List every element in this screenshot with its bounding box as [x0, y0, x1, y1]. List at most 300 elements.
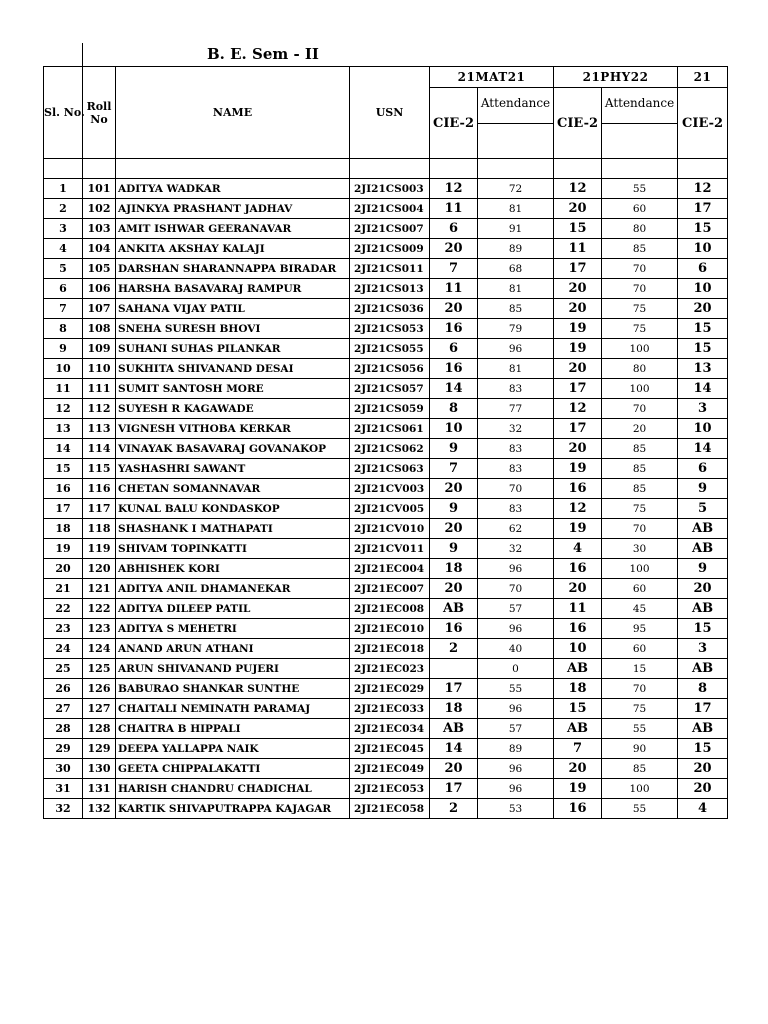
mat-attendance-cell: 32 — [478, 539, 554, 559]
student-name-cell: CHETAN SOMANNAVAR — [116, 479, 350, 499]
phy-attendance-cell: 15 — [602, 659, 678, 679]
usn-cell: 2JI21EC049 — [350, 759, 430, 779]
next-subject-cie-cell: 17 — [678, 699, 728, 719]
header-phy-attendance — [602, 88, 678, 159]
mat-cie-cell: 11 — [430, 199, 478, 219]
phy-cie-cell: 20 — [554, 299, 602, 319]
table-body — [44, 159, 728, 819]
next-subject-cie-cell: 13 — [678, 359, 728, 379]
next-subject-cie-cell: 6 — [678, 259, 728, 279]
usn-cell: 2JI21CS055 — [350, 339, 430, 359]
mat-cie-cell: 18 — [430, 699, 478, 719]
sl-no-cell: 17 — [44, 499, 83, 519]
phy-attendance-cell: 70 — [602, 279, 678, 299]
phy-cie-cell: 17 — [554, 259, 602, 279]
mat-cie-cell: 16 — [430, 319, 478, 339]
table-row — [44, 399, 728, 419]
mat-attendance-cell: 91 — [478, 219, 554, 239]
phy-cie-cell: 12 — [554, 179, 602, 199]
header-phy-attendance-label: Attendance — [604, 96, 675, 110]
student-name-cell: HARSHA BASAVARAJ RAMPUR — [116, 279, 350, 299]
phy-cie-cell: 20 — [554, 199, 602, 219]
marks-sheet — [43, 43, 768, 816]
student-name-cell: ABHISHEK KORI — [116, 559, 350, 579]
phy-cie-cell: 11 — [554, 599, 602, 619]
student-name-cell: VIGNESH VITHOBA KERKAR — [116, 419, 350, 439]
phy-attendance-cell: 70 — [602, 679, 678, 699]
next-subject-cie-cell: 14 — [678, 379, 728, 399]
roll-no-cell: 128 — [83, 719, 116, 739]
phy-attendance-cell: 70 — [602, 259, 678, 279]
table-row — [44, 779, 728, 799]
sl-no-cell: 32 — [44, 799, 83, 819]
sl-no-cell: 10 — [44, 359, 83, 379]
usn-cell: 2JI21EC010 — [350, 619, 430, 639]
phy-attendance-cell: 60 — [602, 639, 678, 659]
table-row — [44, 699, 728, 719]
usn-cell: 2JI21CS057 — [350, 379, 430, 399]
mat-cie-cell: 20 — [430, 299, 478, 319]
sl-no-cell: 16 — [44, 479, 83, 499]
phy-attendance-cell: 30 — [602, 539, 678, 559]
student-name-cell: SAHANA VIJAY PATIL — [116, 299, 350, 319]
mat-cie-cell — [430, 659, 478, 679]
mat-cie-cell: 20 — [430, 579, 478, 599]
phy-cie-cell: 19 — [554, 459, 602, 479]
mat-cie-cell: 20 — [430, 759, 478, 779]
phy-attendance-cell: 100 — [602, 379, 678, 399]
student-name-cell: ANAND ARUN ATHANI — [116, 639, 350, 659]
phy-cie-cell: 19 — [554, 519, 602, 539]
phy-cie-cell: 20 — [554, 279, 602, 299]
table-row — [44, 199, 728, 219]
mat-attendance-cell: 96 — [478, 339, 554, 359]
mat-cie-cell: 7 — [430, 459, 478, 479]
mat-cie-cell: 11 — [430, 279, 478, 299]
table-row — [44, 519, 728, 539]
sl-no-cell: 13 — [44, 419, 83, 439]
phy-attendance-cell: 20 — [602, 419, 678, 439]
phy-cie-cell: 19 — [554, 779, 602, 799]
sl-no-cell: 4 — [44, 239, 83, 259]
sl-no-cell: 20 — [44, 559, 83, 579]
table-row — [44, 539, 728, 559]
roll-no-cell: 130 — [83, 759, 116, 779]
mat-attendance-cell: 96 — [478, 559, 554, 579]
phy-attendance-cell: 55 — [602, 179, 678, 199]
usn-cell: 2JI21CV010 — [350, 519, 430, 539]
student-name-cell: ANKITA AKSHAY KALAJI — [116, 239, 350, 259]
mat-attendance-cell: 70 — [478, 479, 554, 499]
usn-cell: 2JI21CS059 — [350, 399, 430, 419]
phy-cie-cell: 11 — [554, 239, 602, 259]
student-name-cell: ADITYA DILEEP PATIL — [116, 599, 350, 619]
header-mat-attendance — [478, 88, 554, 159]
table-row — [44, 219, 728, 239]
sl-no-cell: 24 — [44, 639, 83, 659]
phy-attendance-cell: 75 — [602, 699, 678, 719]
usn-cell: 2JI21CS007 — [350, 219, 430, 239]
mat-cie-cell: 18 — [430, 559, 478, 579]
header-subject-21phy22: 21PHY22 — [554, 67, 678, 88]
phy-cie-cell: 12 — [554, 399, 602, 419]
usn-cell: 2JI21EC008 — [350, 599, 430, 619]
roll-no-cell: 127 — [83, 699, 116, 719]
sl-no-cell: 14 — [44, 439, 83, 459]
mat-attendance-cell: 89 — [478, 239, 554, 259]
mat-attendance-cell: 96 — [478, 759, 554, 779]
header-next-cie-label: CIE-2 — [682, 116, 724, 131]
student-name-cell: GEETA CHIPPALAKATTI — [116, 759, 350, 779]
phy-attendance-cell: 60 — [602, 579, 678, 599]
mat-attendance-cell: 40 — [478, 639, 554, 659]
next-subject-cie-cell: 3 — [678, 639, 728, 659]
student-name-cell: AMIT ISHWAR GEERANAVAR — [116, 219, 350, 239]
student-name-cell: SUHANI SUHAS PILANKAR — [116, 339, 350, 359]
student-name-cell: SUKHITA SHIVANAND DESAI — [116, 359, 350, 379]
spacer-cell — [678, 159, 728, 179]
usn-cell: 2JI21EC053 — [350, 779, 430, 799]
table-row — [44, 719, 728, 739]
spacer-cell — [430, 159, 478, 179]
next-subject-cie-cell: AB — [678, 519, 728, 539]
phy-cie-cell: 15 — [554, 219, 602, 239]
header-phy-cie — [554, 88, 602, 159]
phy-cie-cell: 19 — [554, 319, 602, 339]
header-sl-no: Sl. No. — [44, 67, 83, 159]
spacer-cell — [44, 159, 83, 179]
student-name-cell: ADITYA WADKAR — [116, 179, 350, 199]
next-subject-cie-cell: 20 — [678, 779, 728, 799]
phy-cie-cell: 15 — [554, 699, 602, 719]
table-row — [44, 499, 728, 519]
sl-no-cell: 18 — [44, 519, 83, 539]
table-row — [44, 259, 728, 279]
student-name-cell: KARTIK SHIVAPUTRAPPA KAJAGAR — [116, 799, 350, 819]
table-row — [44, 759, 728, 779]
phy-cie-cell: 20 — [554, 759, 602, 779]
usn-cell: 2JI21CV005 — [350, 499, 430, 519]
mat-cie-cell: 14 — [430, 379, 478, 399]
roll-no-cell: 102 — [83, 199, 116, 219]
roll-no-cell: 114 — [83, 439, 116, 459]
usn-cell: 2JI21CS062 — [350, 439, 430, 459]
next-subject-cie-cell: 5 — [678, 499, 728, 519]
mat-attendance-cell: 55 — [478, 679, 554, 699]
next-subject-cie-cell: 20 — [678, 759, 728, 779]
usn-cell: 2JI21EC018 — [350, 639, 430, 659]
mat-cie-cell: AB — [430, 599, 478, 619]
table-row — [44, 659, 728, 679]
sl-no-cell: 23 — [44, 619, 83, 639]
table-row — [44, 459, 728, 479]
sl-no-cell: 22 — [44, 599, 83, 619]
mat-attendance-cell: 53 — [478, 799, 554, 819]
header-spacer-row — [44, 159, 728, 179]
usn-cell: 2JI21CS056 — [350, 359, 430, 379]
roll-no-cell: 119 — [83, 539, 116, 559]
phy-cie-cell: 7 — [554, 739, 602, 759]
phy-attendance-cell: 85 — [602, 239, 678, 259]
mat-cie-cell: 10 — [430, 419, 478, 439]
usn-cell: 2JI21CS009 — [350, 239, 430, 259]
roll-no-cell: 111 — [83, 379, 116, 399]
roll-no-cell: 107 — [83, 299, 116, 319]
mat-attendance-cell: 96 — [478, 779, 554, 799]
sl-no-cell: 2 — [44, 199, 83, 219]
student-name-cell: ARUN SHIVANAND PUJERI — [116, 659, 350, 679]
student-name-cell: DARSHAN SHARANNAPPA BIRADAR — [116, 259, 350, 279]
next-subject-cie-cell: 14 — [678, 439, 728, 459]
semester-title: B. E. Sem - II — [207, 45, 319, 63]
student-name-cell: ADITYA ANIL DHAMANEKAR — [116, 579, 350, 599]
usn-cell: 2JI21CV011 — [350, 539, 430, 559]
roll-no-cell: 108 — [83, 319, 116, 339]
phy-attendance-cell: 85 — [602, 459, 678, 479]
student-name-cell: ADITYA S MEHETRI — [116, 619, 350, 639]
phy-cie-cell: 16 — [554, 479, 602, 499]
sl-no-cell: 15 — [44, 459, 83, 479]
table-row — [44, 479, 728, 499]
student-name-cell: SNEHA SURESH BHOVI — [116, 319, 350, 339]
mat-attendance-cell: 70 — [478, 579, 554, 599]
table-row — [44, 279, 728, 299]
usn-cell: 2JI21CS061 — [350, 419, 430, 439]
roll-no-cell: 120 — [83, 559, 116, 579]
mat-cie-cell: 16 — [430, 359, 478, 379]
mat-cie-cell: 17 — [430, 779, 478, 799]
sl-no-cell: 31 — [44, 779, 83, 799]
roll-no-cell: 122 — [83, 599, 116, 619]
student-name-cell: VINAYAK BASAVARAJ GOVANAKOP — [116, 439, 350, 459]
next-subject-cie-cell: 15 — [678, 339, 728, 359]
phy-attendance-cell: 85 — [602, 759, 678, 779]
usn-cell: 2JI21EC029 — [350, 679, 430, 699]
phy-cie-cell: 18 — [554, 679, 602, 699]
next-subject-cie-cell: 15 — [678, 619, 728, 639]
mat-attendance-cell: 83 — [478, 379, 554, 399]
roll-no-cell: 123 — [83, 619, 116, 639]
mat-attendance-cell: 85 — [478, 299, 554, 319]
phy-cie-cell: AB — [554, 659, 602, 679]
roll-no-cell: 125 — [83, 659, 116, 679]
table-row — [44, 679, 728, 699]
next-subject-cie-cell: 10 — [678, 419, 728, 439]
phy-attendance-cell: 75 — [602, 499, 678, 519]
phy-attendance-cell: 60 — [602, 199, 678, 219]
student-name-cell: SHASHANK I MATHAPATI — [116, 519, 350, 539]
phy-cie-cell: 10 — [554, 639, 602, 659]
mat-attendance-cell: 57 — [478, 599, 554, 619]
mat-attendance-cell: 62 — [478, 519, 554, 539]
sl-no-cell: 25 — [44, 659, 83, 679]
next-subject-cie-cell: AB — [678, 659, 728, 679]
student-name-cell: CHAITRA B HIPPALI — [116, 719, 350, 739]
phy-cie-cell: 4 — [554, 539, 602, 559]
next-subject-cie-cell: 17 — [678, 199, 728, 219]
header-name: NAME — [116, 67, 350, 159]
roll-no-cell: 124 — [83, 639, 116, 659]
mat-cie-cell: 20 — [430, 519, 478, 539]
table-row — [44, 579, 728, 599]
mat-attendance-cell: 57 — [478, 719, 554, 739]
sl-no-cell: 27 — [44, 699, 83, 719]
usn-cell: 2JI21EC033 — [350, 699, 430, 719]
mat-cie-cell: 9 — [430, 539, 478, 559]
header-mat-attendance-label: Attendance — [480, 96, 551, 110]
header-subject-21mat21: 21MAT21 — [430, 67, 554, 88]
phy-cie-cell: 16 — [554, 559, 602, 579]
table-row — [44, 379, 728, 399]
phy-attendance-cell: 100 — [602, 559, 678, 579]
next-subject-cie-cell: 4 — [678, 799, 728, 819]
next-subject-cie-cell: 15 — [678, 319, 728, 339]
mat-attendance-cell: 96 — [478, 619, 554, 639]
roll-no-cell: 113 — [83, 419, 116, 439]
next-subject-cie-cell: 15 — [678, 739, 728, 759]
mat-attendance-cell: 81 — [478, 359, 554, 379]
next-subject-cie-cell: AB — [678, 599, 728, 619]
mat-attendance-cell: 96 — [478, 699, 554, 719]
usn-cell: 2JI21CS063 — [350, 459, 430, 479]
roll-no-cell: 129 — [83, 739, 116, 759]
next-subject-cie-cell: 6 — [678, 459, 728, 479]
phy-attendance-cell: 100 — [602, 779, 678, 799]
sl-no-cell: 29 — [44, 739, 83, 759]
phy-attendance-cell: 45 — [602, 599, 678, 619]
usn-cell: 2JI21EC034 — [350, 719, 430, 739]
student-name-cell: CHAITALI NEMINATH PARAMAJ — [116, 699, 350, 719]
usn-cell: 2JI21CS013 — [350, 279, 430, 299]
phy-cie-cell: 20 — [554, 359, 602, 379]
next-subject-cie-cell: AB — [678, 719, 728, 739]
table-row — [44, 559, 728, 579]
usn-cell: 2JI21CS004 — [350, 199, 430, 219]
next-subject-cie-cell: 12 — [678, 179, 728, 199]
header-mat-cie-label: CIE-2 — [432, 116, 475, 131]
mat-attendance-cell: 68 — [478, 259, 554, 279]
table-row — [44, 419, 728, 439]
mat-attendance-cell: 79 — [478, 319, 554, 339]
mat-attendance-cell: 72 — [478, 179, 554, 199]
header-subject-next: 21 — [678, 67, 728, 88]
phy-attendance-cell: 70 — [602, 399, 678, 419]
header-divider — [478, 123, 553, 124]
student-name-cell: DEEPA YALLAPPA NAIK — [116, 739, 350, 759]
roll-no-cell: 105 — [83, 259, 116, 279]
roll-no-cell: 117 — [83, 499, 116, 519]
marks-table — [43, 66, 728, 819]
mat-cie-cell: 9 — [430, 439, 478, 459]
header-next-cie — [678, 88, 728, 159]
student-name-cell: AJINKYA PRASHANT JADHAV — [116, 199, 350, 219]
sl-no-cell: 7 — [44, 299, 83, 319]
mat-cie-cell: 6 — [430, 219, 478, 239]
table-header — [44, 67, 728, 159]
usn-cell: 2JI21EC004 — [350, 559, 430, 579]
usn-cell: 2JI21EC045 — [350, 739, 430, 759]
mat-cie-cell: 14 — [430, 739, 478, 759]
sl-no-cell: 12 — [44, 399, 83, 419]
roll-no-cell: 121 — [83, 579, 116, 599]
roll-no-cell: 106 — [83, 279, 116, 299]
mat-cie-cell: 20 — [430, 239, 478, 259]
mat-attendance-cell: 83 — [478, 459, 554, 479]
phy-attendance-cell: 100 — [602, 339, 678, 359]
phy-cie-cell: 16 — [554, 619, 602, 639]
next-subject-cie-cell: 20 — [678, 299, 728, 319]
sl-no-cell: 28 — [44, 719, 83, 739]
usn-cell: 2JI21CV003 — [350, 479, 430, 499]
table-row — [44, 239, 728, 259]
usn-cell: 2JI21EC023 — [350, 659, 430, 679]
header-usn: USN — [350, 67, 430, 159]
mat-cie-cell: 7 — [430, 259, 478, 279]
sl-no-cell: 9 — [44, 339, 83, 359]
roll-no-cell: 101 — [83, 179, 116, 199]
roll-no-cell: 131 — [83, 779, 116, 799]
student-name-cell: HARISH CHANDRU CHADICHAL — [116, 779, 350, 799]
table-row — [44, 299, 728, 319]
title-row-left-cell — [43, 43, 83, 66]
roll-no-cell: 118 — [83, 519, 116, 539]
phy-attendance-cell: 75 — [602, 299, 678, 319]
phy-cie-cell: 16 — [554, 799, 602, 819]
mat-cie-cell: 12 — [430, 179, 478, 199]
phy-attendance-cell: 90 — [602, 739, 678, 759]
student-name-cell: YASHASHRI SAWANT — [116, 459, 350, 479]
header-phy-cie-label: CIE-2 — [557, 116, 599, 131]
mat-attendance-cell: 83 — [478, 439, 554, 459]
table-row — [44, 439, 728, 459]
next-subject-cie-cell: 9 — [678, 559, 728, 579]
next-subject-cie-cell: 20 — [678, 579, 728, 599]
spacer-cell — [83, 159, 116, 179]
phy-cie-cell: 20 — [554, 439, 602, 459]
mat-attendance-cell: 77 — [478, 399, 554, 419]
next-subject-cie-cell: AB — [678, 539, 728, 559]
mat-attendance-cell: 0 — [478, 659, 554, 679]
mat-cie-cell: 20 — [430, 479, 478, 499]
student-name-cell: SUMIT SANTOSH MORE — [116, 379, 350, 399]
student-name-cell: SUYESH R KAGAWADE — [116, 399, 350, 419]
spacer-cell — [116, 159, 350, 179]
roll-no-cell: 109 — [83, 339, 116, 359]
phy-cie-cell: 19 — [554, 339, 602, 359]
usn-cell: 2JI21CS053 — [350, 319, 430, 339]
sl-no-cell: 21 — [44, 579, 83, 599]
phy-cie-cell: AB — [554, 719, 602, 739]
usn-cell: 2JI21EC058 — [350, 799, 430, 819]
table-row — [44, 339, 728, 359]
mat-cie-cell: AB — [430, 719, 478, 739]
next-subject-cie-cell: 9 — [678, 479, 728, 499]
sl-no-cell: 1 — [44, 179, 83, 199]
sl-no-cell: 26 — [44, 679, 83, 699]
phy-attendance-cell: 55 — [602, 799, 678, 819]
mat-attendance-cell: 89 — [478, 739, 554, 759]
next-subject-cie-cell: 3 — [678, 399, 728, 419]
student-name-cell: KUNAL BALU KONDASKOP — [116, 499, 350, 519]
mat-cie-cell: 2 — [430, 799, 478, 819]
table-row — [44, 599, 728, 619]
phy-cie-cell: 20 — [554, 579, 602, 599]
student-name-cell: SHIVAM TOPINKATTI — [116, 539, 350, 559]
roll-no-cell: 104 — [83, 239, 116, 259]
mat-cie-cell: 17 — [430, 679, 478, 699]
phy-cie-cell: 17 — [554, 379, 602, 399]
phy-attendance-cell: 75 — [602, 319, 678, 339]
